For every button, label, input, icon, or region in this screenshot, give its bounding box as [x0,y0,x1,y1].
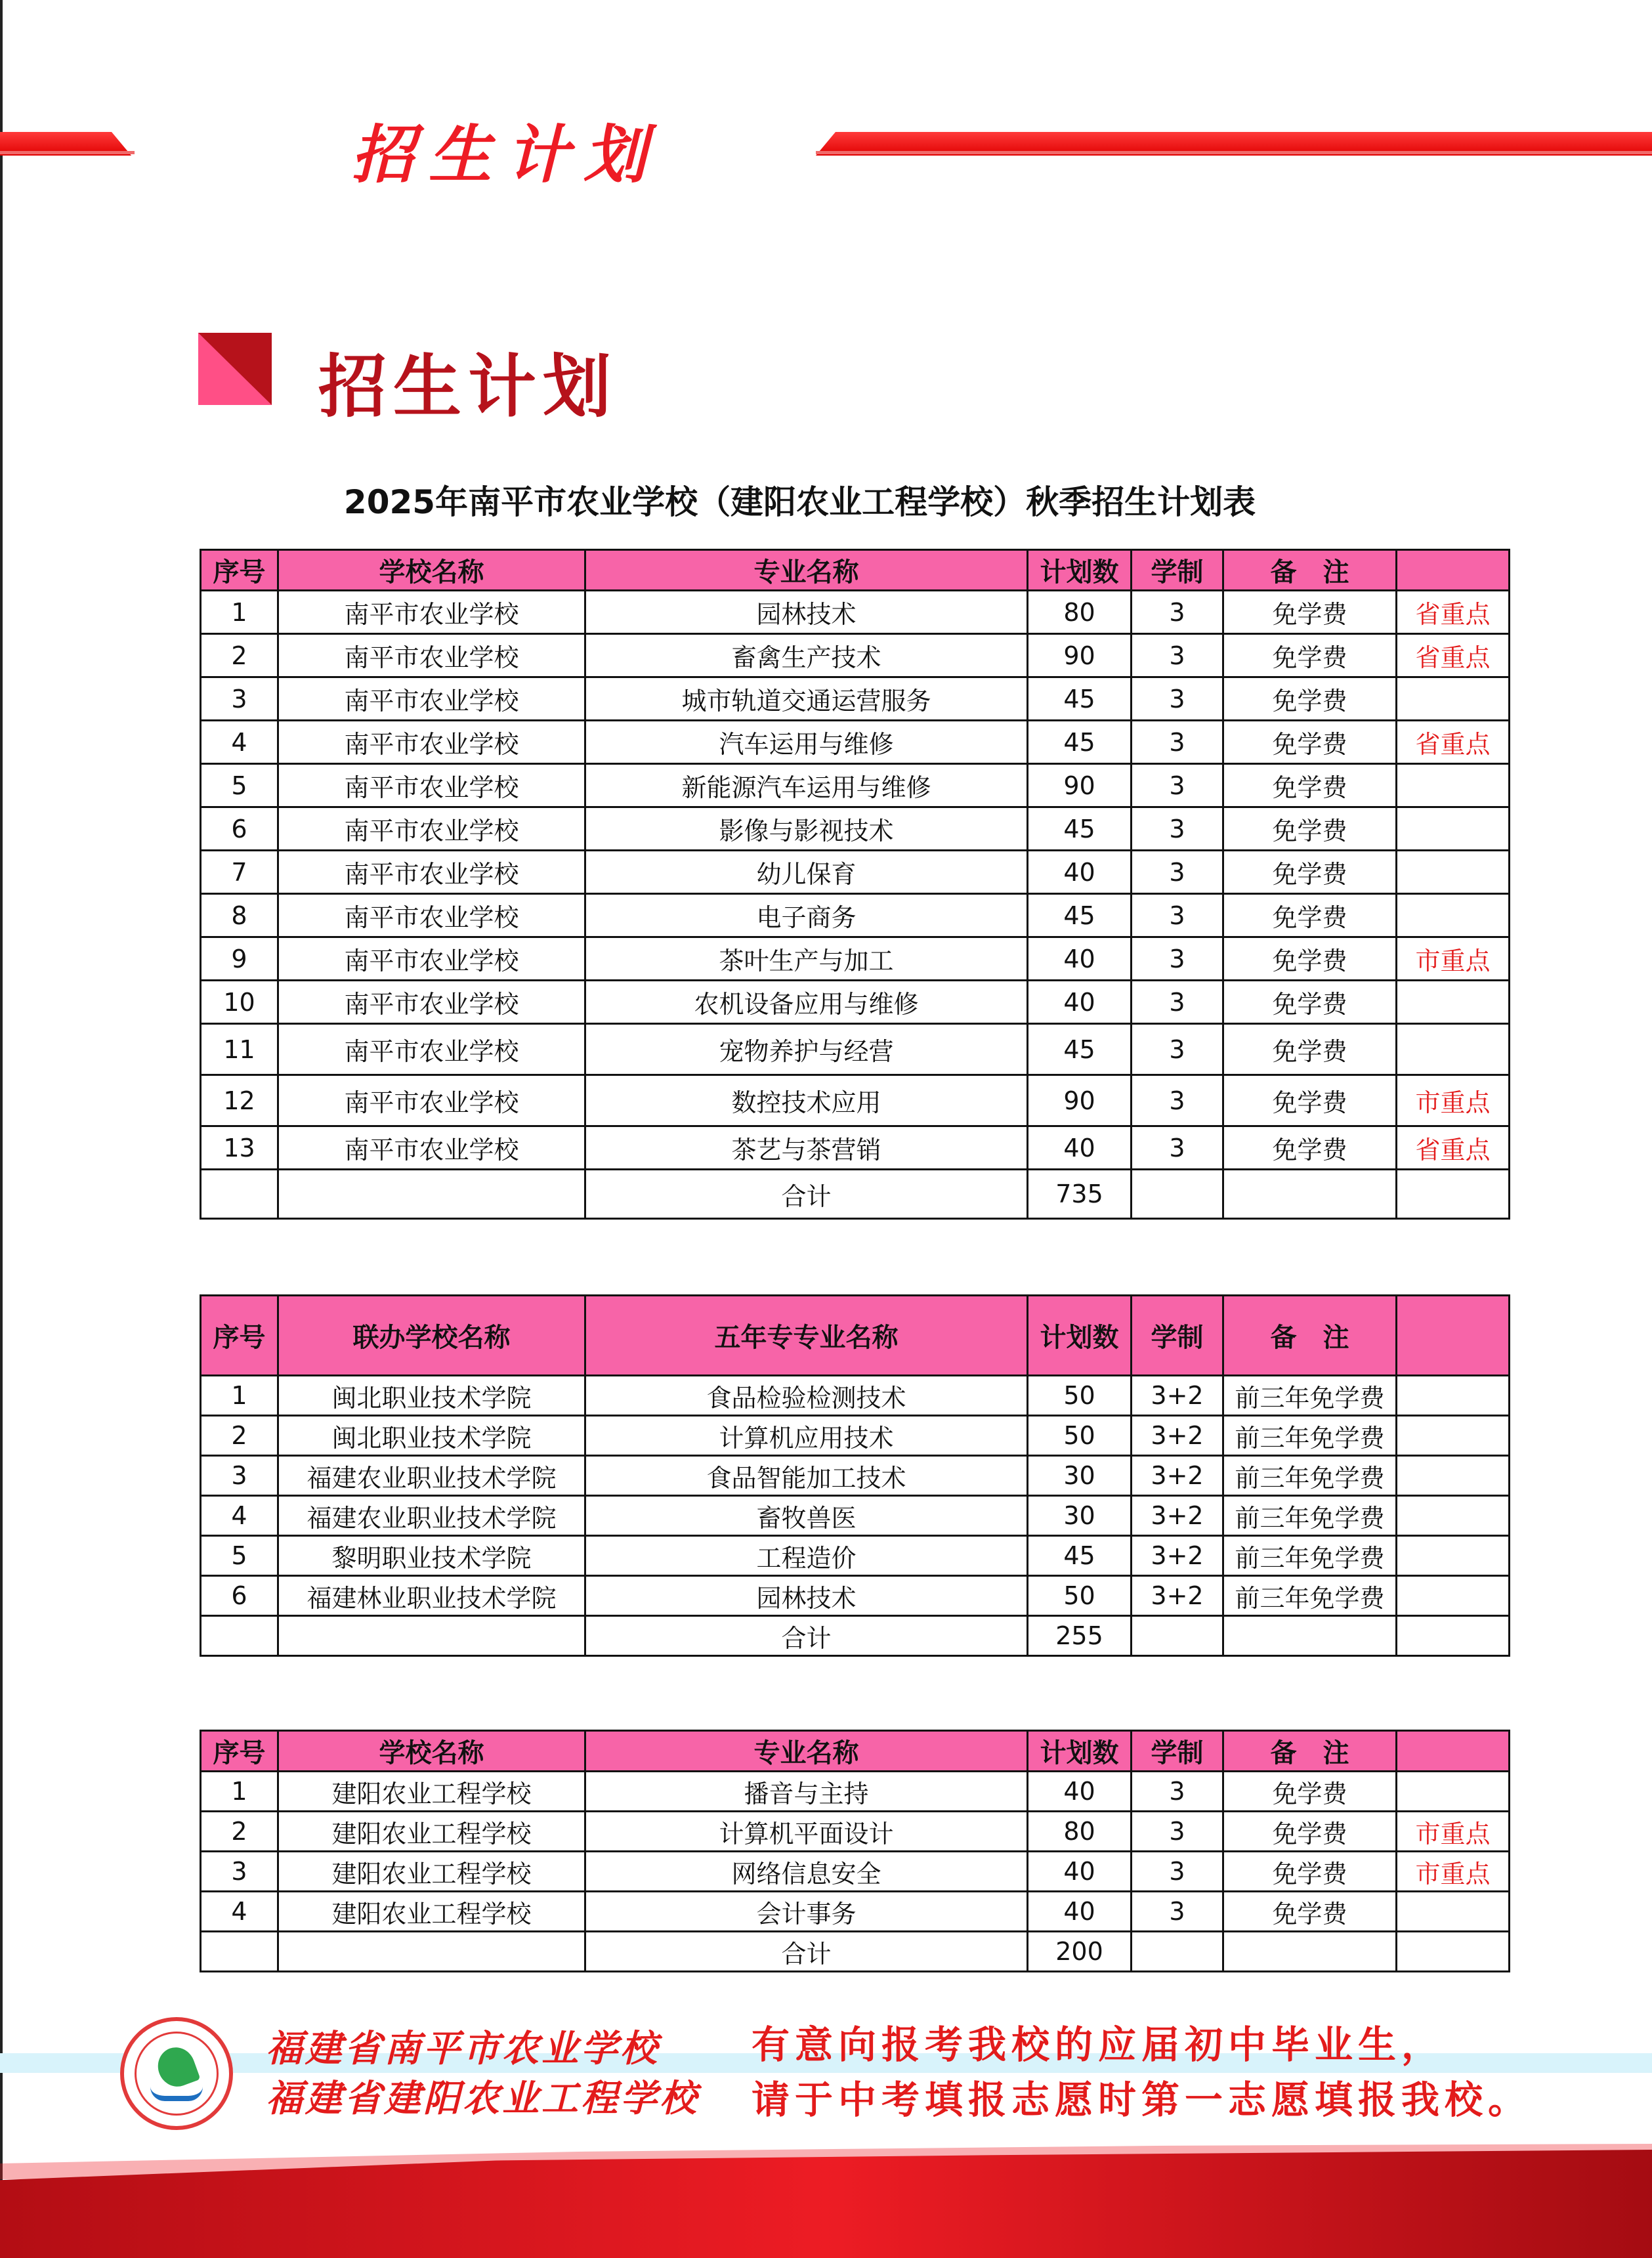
table-cell: 会计事务 [585,1892,1028,1932]
table-row [201,1852,1510,1892]
table-cell: 南平市农业学校 [278,937,585,981]
table-cell: 前三年免学费 [1223,1576,1397,1616]
column-header: 学制 [1132,1296,1223,1376]
table-cell: 前三年免学费 [1223,1376,1397,1416]
table-cell: 4 [201,1496,278,1536]
table-cell: 6 [201,807,278,851]
table-cell: 30 [1028,1496,1132,1536]
table-cell: 福建农业职业技术学院 [278,1496,585,1536]
key-program-badge: 市重点 [1397,937,1510,981]
table-cell: 免学费 [1223,634,1397,677]
total-value: 200 [1028,1932,1132,1972]
table-cell: 45 [1028,1536,1132,1576]
total-row [201,1932,1510,1972]
key-program-badge [1397,981,1510,1024]
table-cell: 45 [1028,677,1132,721]
table-cell: 3 [1132,807,1223,851]
table-cell: 3 [1132,1772,1223,1812]
section-title: 招生计划 [318,347,618,427]
key-program-badge: 省重点 [1397,591,1510,634]
table-cell: 数控技术应用 [585,1075,1028,1126]
table-cell: 3 [1132,1024,1223,1075]
table-cell: 3 [1132,677,1223,721]
table-cell: 3+2 [1132,1496,1223,1536]
table-cell: 免学费 [1223,1075,1397,1126]
table-cell: 免学费 [1223,1892,1397,1932]
table-row [201,634,1510,677]
header-stripe-right-thin [816,151,1652,154]
table-cell: 3 [1132,1892,1223,1932]
table-cell: 免学费 [1223,764,1397,807]
table-cell: 3 [1132,937,1223,981]
table-cell: 闽北职业技术学院 [278,1416,585,1456]
table-cell: 工程造价 [585,1536,1028,1576]
key-program-badge [1397,1456,1510,1496]
table-cell: 40 [1028,1126,1132,1170]
table-row [201,1416,1510,1456]
column-header: 计划数 [1028,550,1132,591]
book-icon [150,2087,203,2101]
table-cell [201,1616,278,1656]
table-cell [1223,1616,1397,1656]
table-cell: 免学费 [1223,981,1397,1024]
table-cell: 计算机应用技术 [585,1416,1028,1456]
table-header-row [201,1296,1510,1376]
table-cell: 3+2 [1132,1376,1223,1416]
table-cell: 幼儿保育 [585,851,1028,894]
key-program-badge [1397,1576,1510,1616]
table-row [201,981,1510,1024]
table-row [201,1456,1510,1496]
table-row [201,894,1510,937]
table-cell: 4 [201,1892,278,1932]
key-program-badge: 市重点 [1397,1852,1510,1892]
key-program-badge [1397,1892,1510,1932]
header-title: 招生计划 [351,117,661,192]
table-cell: 茶艺与茶营销 [585,1126,1028,1170]
column-header: 序号 [201,550,278,591]
table-header-row [201,550,1510,591]
table-cell: 5 [201,1536,278,1576]
table-cell: 免学费 [1223,894,1397,937]
table-cell [1223,1170,1397,1219]
table-cell: 免学费 [1223,1024,1397,1075]
table-cell: 3+2 [1132,1416,1223,1456]
table-cell: 建阳农业工程学校 [278,1852,585,1892]
table-row [201,1075,1510,1126]
table-cell: 南平市农业学校 [278,851,585,894]
table-header-row [201,1731,1510,1772]
key-program-badge [1397,1024,1510,1075]
table-cell [201,1932,278,1972]
plan-table-title: 2025年南平市农业学校（建阳农业工程学校）秋季招生计划表 [343,483,1256,521]
table-cell: 前三年免学费 [1223,1496,1397,1536]
table-cell: 闽北职业技术学院 [278,1376,585,1416]
table-cell: 40 [1028,937,1132,981]
key-program-badge [1397,1496,1510,1536]
table-cell: 90 [1028,1075,1132,1126]
table-row [201,1024,1510,1075]
table-cell: 南平市农业学校 [278,1126,585,1170]
table-row [201,1892,1510,1932]
table-cell: 2 [201,1416,278,1456]
column-header: 专业名称 [585,1731,1028,1772]
table-cell: 电子商务 [585,894,1028,937]
total-value: 255 [1028,1616,1132,1656]
table-cell: 30 [1028,1456,1132,1496]
column-header: 计划数 [1028,1296,1132,1376]
table-cell: 40 [1028,981,1132,1024]
total-value: 735 [1028,1170,1132,1219]
table-cell: 45 [1028,1024,1132,1075]
table-cell: 3 [1132,721,1223,764]
enrollment-table-jianyang [200,1730,1510,1972]
total-row [201,1170,1510,1219]
table-cell: 4 [201,721,278,764]
total-label: 合计 [585,1616,1028,1656]
key-program-badge [1397,1376,1510,1416]
table-cell: 7 [201,851,278,894]
table-cell: 40 [1028,1892,1132,1932]
table-cell: 3 [201,1852,278,1892]
table-cell [201,1170,278,1219]
table-cell: 3 [1132,1075,1223,1126]
table-cell: 建阳农业工程学校 [278,1812,585,1852]
page-border-line [0,0,3,2258]
table-row [201,807,1510,851]
section-corner-mark [198,333,272,405]
table-cell: 90 [1028,764,1132,807]
table-cell [1397,1616,1510,1656]
table-cell [278,1170,585,1219]
table-row [201,721,1510,764]
table-cell: 3 [1132,1812,1223,1852]
table-cell: 播音与主持 [585,1772,1028,1812]
table-cell: 福建农业职业技术学院 [278,1456,585,1496]
column-header: 联办学校名称 [278,1296,585,1376]
column-header: 学校名称 [278,1731,585,1772]
column-header: 备 注 [1223,1731,1397,1772]
key-program-badge [1397,807,1510,851]
table-cell: 12 [201,1075,278,1126]
table-cell: 3 [1132,981,1223,1024]
column-header: 专业名称 [585,550,1028,591]
table-cell: 农机设备应用与维修 [585,981,1028,1024]
total-label: 合计 [585,1170,1028,1219]
table-cell: 3 [1132,634,1223,677]
cta-line-1: 有意向报考我校的应届初中毕业生， [752,2022,1445,2067]
key-program-badge [1397,851,1510,894]
table-cell: 8 [201,894,278,937]
table-cell: 3 [1132,851,1223,894]
table-cell: 南平市农业学校 [278,591,585,634]
table-cell: 3 [201,677,278,721]
table-cell: 前三年免学费 [1223,1456,1397,1496]
enrollment-table-joint-five-year [200,1294,1510,1657]
school-name-line-2: 福建省建阳农业工程学校 [266,2077,699,2120]
table-cell: 南平市农业学校 [278,894,585,937]
table-row [201,1812,1510,1852]
table-cell: 免学费 [1223,1812,1397,1852]
key-program-badge: 省重点 [1397,721,1510,764]
table-cell: 3 [1132,1852,1223,1892]
enrollment-table-nanping [200,549,1510,1220]
table-cell: 福建林业职业技术学院 [278,1576,585,1616]
column-header: 计划数 [1028,1731,1132,1772]
table-cell: 食品检验检测技术 [585,1376,1028,1416]
table-row [201,1576,1510,1616]
table-cell: 3 [1132,894,1223,937]
table-cell: 计算机平面设计 [585,1812,1028,1852]
table-cell [1132,1170,1223,1219]
table-cell [278,1616,585,1656]
column-header: 序号 [201,1296,278,1376]
table-cell: 前三年免学费 [1223,1536,1397,1576]
total-row [201,1616,1510,1656]
table-cell [1397,1170,1510,1219]
table-cell [1397,1932,1510,1972]
table-row [201,677,1510,721]
table-cell: 90 [1028,634,1132,677]
column-header: 学制 [1132,1731,1223,1772]
table-cell: 南平市农业学校 [278,721,585,764]
table-cell: 40 [1028,1772,1132,1812]
table-cell: 南平市农业学校 [278,1024,585,1075]
table-cell: 新能源汽车运用与维修 [585,764,1028,807]
table-cell: 3+2 [1132,1536,1223,1576]
table-cell: 免学费 [1223,1772,1397,1812]
table-cell: 免学费 [1223,937,1397,981]
table-cell: 茶叶生产与加工 [585,937,1028,981]
table-cell: 80 [1028,591,1132,634]
table-cell [1223,1932,1397,1972]
header-stripe-left-thin [0,151,135,154]
table-cell [278,1932,585,1972]
table-cell: 建阳农业工程学校 [278,1892,585,1932]
key-program-badge [1397,1536,1510,1576]
table-cell [1132,1932,1223,1972]
table-cell: 11 [201,1024,278,1075]
table-cell: 影像与影视技术 [585,807,1028,851]
table-row [201,1496,1510,1536]
key-program-badge [1397,764,1510,807]
table-cell: 免学费 [1223,807,1397,851]
table-cell: 免学费 [1223,1852,1397,1892]
table-cell: 园林技术 [585,1576,1028,1616]
school-logo [120,2017,233,2130]
table-cell: 免学费 [1223,721,1397,764]
cta-line-2: 请于中考填报志愿时第一志愿填报我校。 [752,2077,1532,2122]
table-cell: 45 [1028,807,1132,851]
table-cell: 南平市农业学校 [278,677,585,721]
column-header [1397,1296,1510,1376]
table-cell: 6 [201,1576,278,1616]
table-cell: 40 [1028,1852,1132,1892]
column-header: 备 注 [1223,550,1397,591]
table-cell: 50 [1028,1376,1132,1416]
table-cell: 45 [1028,894,1132,937]
column-header: 备 注 [1223,1296,1397,1376]
table-cell: 50 [1028,1576,1132,1616]
column-header [1397,1731,1510,1772]
table-cell: 免学费 [1223,851,1397,894]
table-cell: 免学费 [1223,1126,1397,1170]
table-cell: 南平市农业学校 [278,764,585,807]
key-program-badge: 省重点 [1397,1126,1510,1170]
call-to-action [752,2017,1531,2127]
key-program-badge [1397,1772,1510,1812]
table-cell: 40 [1028,851,1132,894]
column-header: 五年专专业名称 [585,1296,1028,1376]
key-program-badge [1397,677,1510,721]
table-cell: 13 [201,1126,278,1170]
key-program-badge: 省重点 [1397,634,1510,677]
column-header: 学校名称 [278,550,585,591]
table-row [201,1536,1510,1576]
table-cell: 汽车运用与维修 [585,721,1028,764]
key-program-badge: 市重点 [1397,1812,1510,1852]
table-cell: 3+2 [1132,1576,1223,1616]
table-cell: 3+2 [1132,1456,1223,1496]
table-cell: 45 [1028,721,1132,764]
table-cell: 2 [201,634,278,677]
table-cell: 免学费 [1223,591,1397,634]
table-cell: 免学费 [1223,677,1397,721]
table-cell: 南平市农业学校 [278,634,585,677]
table-cell: 南平市农业学校 [278,807,585,851]
table-cell: 宠物养护与经营 [585,1024,1028,1075]
table-cell: 3 [201,1456,278,1496]
key-program-badge [1397,894,1510,937]
table-cell: 城市轨道交通运营服务 [585,677,1028,721]
column-header: 序号 [201,1731,278,1772]
column-header [1397,550,1510,591]
table-cell: 50 [1028,1416,1132,1456]
school-names [266,2024,699,2123]
table-row [201,1376,1510,1416]
table-cell: 黎明职业技术学院 [278,1536,585,1576]
table-cell: 南平市农业学校 [278,1075,585,1126]
table-cell: 食品智能加工技术 [585,1456,1028,1496]
key-program-badge: 市重点 [1397,1075,1510,1126]
table-cell: 1 [201,1772,278,1812]
table-row [201,1126,1510,1170]
table-row [201,937,1510,981]
table-cell: 建阳农业工程学校 [278,1772,585,1812]
table-cell: 畜牧兽医 [585,1496,1028,1536]
table-cell: 2 [201,1812,278,1852]
table-cell: 10 [201,981,278,1024]
column-header: 学制 [1132,550,1223,591]
table-cell: 前三年免学费 [1223,1416,1397,1456]
table-cell: 1 [201,591,278,634]
table-cell: 5 [201,764,278,807]
table-cell: 畜禽生产技术 [585,634,1028,677]
table-cell: 9 [201,937,278,981]
table-cell: 3 [1132,591,1223,634]
key-program-badge [1397,1416,1510,1456]
table-cell: 园林技术 [585,591,1028,634]
table-row [201,764,1510,807]
table-cell: 3 [1132,1126,1223,1170]
table-row [201,1772,1510,1812]
table-row [201,591,1510,634]
table-cell: 南平市农业学校 [278,981,585,1024]
table-cell: 1 [201,1376,278,1416]
table-cell [1132,1616,1223,1656]
table-cell: 3 [1132,764,1223,807]
total-label: 合计 [585,1932,1028,1972]
school-name-line-1: 福建省南平市农业学校 [266,2027,660,2070]
table-row [201,851,1510,894]
table-cell: 网络信息安全 [585,1852,1028,1892]
table-cell: 80 [1028,1812,1132,1852]
